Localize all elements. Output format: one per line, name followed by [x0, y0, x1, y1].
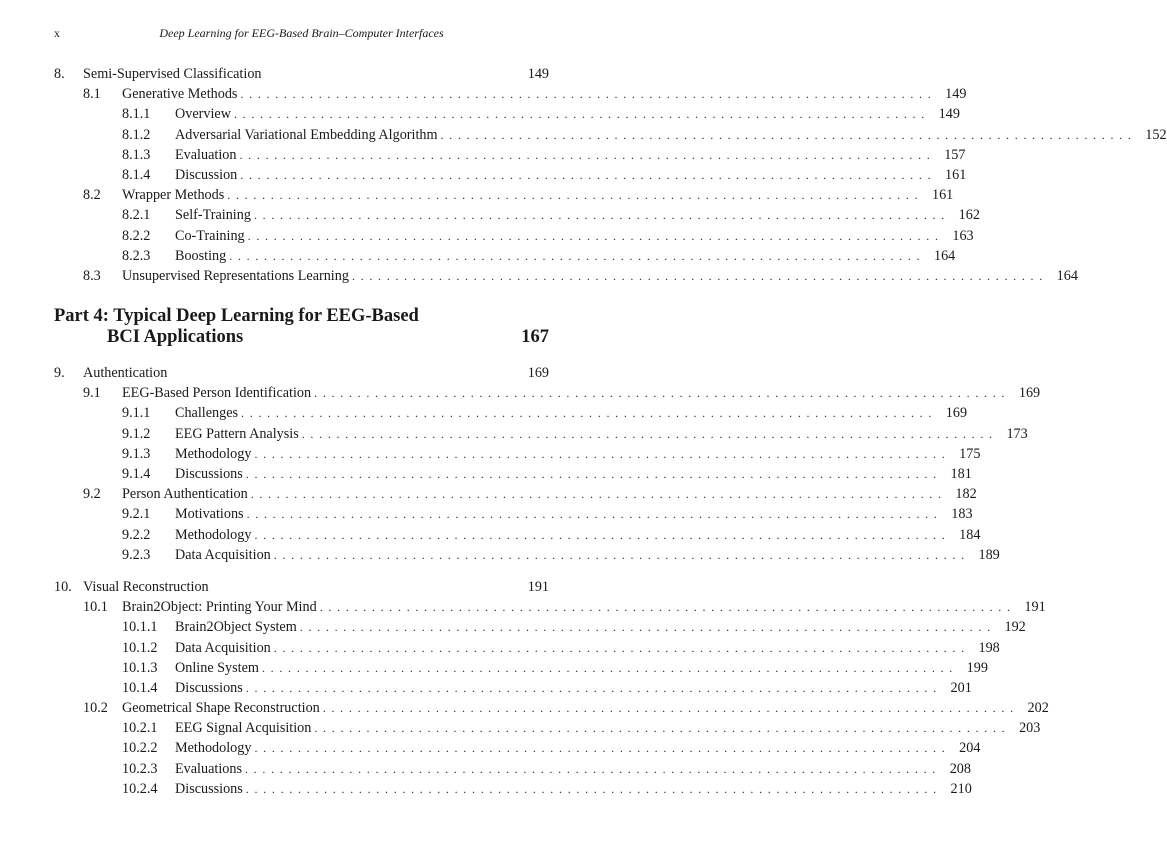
dot-leader: ................................................................................ [254, 446, 951, 461]
part-title-line-2: BCI Applications [107, 327, 244, 348]
toc-entry[interactable] [54, 638, 1000, 658]
toc-entry-page: 149 [527, 66, 549, 82]
dot-leader: ................................................................................ [273, 547, 970, 562]
table-of-contents [54, 64, 1167, 799]
toc-entry[interactable] [54, 363, 549, 383]
toc-entry-title: Overview [175, 104, 234, 124]
toc-entry-number: 9.1.4 [122, 466, 151, 482]
toc-entry-title: Methodology [175, 525, 254, 545]
toc-entry-page: 164 [933, 247, 956, 264]
dot-leader: ................................................................................ [351, 268, 1048, 283]
toc-entry[interactable] [54, 266, 1078, 286]
toc-entry-number: 8. [54, 66, 65, 82]
toc-entry-title: Boosting [175, 246, 229, 266]
toc-entry-number: 10. [54, 578, 72, 595]
toc-entry-number: 9.2.3 [122, 546, 151, 563]
toc-entry-title: Discussions [175, 464, 246, 484]
page-number: x [54, 26, 60, 40]
toc-entry-page: 182 [955, 486, 977, 503]
toc-entry-page: 169 [945, 405, 968, 422]
toc-entry-number: 8.3 [83, 267, 101, 284]
toc-entry-title: Geometrical Shape Reconstruction [122, 698, 323, 718]
toc-entry[interactable] [54, 698, 1049, 718]
toc-entry-page: 202 [1027, 700, 1049, 717]
toc-entry-number: 10.1.2 [122, 639, 158, 656]
dot-leader: ................................................................................ [246, 507, 943, 522]
toc-entry-number: 8.1.2 [122, 126, 151, 143]
toc-entry[interactable] [54, 145, 966, 165]
toc-entry-number: 8.2.2 [122, 227, 151, 244]
toc-entry-title: Brain2Object: Printing Your Mind [122, 597, 320, 617]
toc-entry-page: 149 [945, 86, 967, 103]
toc-entry-page: 162 [958, 207, 980, 224]
toc-entry-title: Online System [175, 658, 262, 678]
dot-leader: ................................................................................ [239, 147, 936, 162]
toc-entry[interactable] [54, 525, 981, 545]
toc-entry-title: Methodology [175, 738, 254, 758]
toc-entry-page: 201 [950, 679, 972, 696]
toc-entry[interactable] [54, 464, 972, 484]
dot-leader: ................................................................................ [440, 127, 1137, 142]
dot-leader: ................................................................................ [250, 487, 947, 502]
toc-entry-page: 192 [1004, 619, 1026, 636]
dot-leader: ................................................................................ [245, 781, 942, 796]
dot-leader: ................................................................................ [247, 228, 944, 243]
part-page-number: 167 [521, 327, 549, 348]
dot-leader: ................................................................................ [299, 620, 996, 635]
toc-entry-page: 208 [949, 760, 971, 777]
dot-leader: ................................................................................ [314, 721, 1011, 736]
toc-entry-page: 164 [1056, 267, 1078, 284]
toc-entry-page: 210 [950, 780, 972, 797]
toc-entry-page: 161 [931, 187, 954, 204]
toc-entry[interactable] [54, 64, 549, 84]
toc-entry-page: 152 [1145, 126, 1167, 143]
toc-entry[interactable] [54, 383, 1041, 403]
toc-entry-page: 163 [952, 227, 974, 244]
toc-entry-title: Self-Training [175, 205, 254, 225]
dot-leader: ................................................................................ [261, 660, 958, 675]
toc-entry[interactable] [54, 617, 1026, 637]
toc-entry[interactable] [54, 779, 972, 799]
toc-entry-title: Adversarial Variational Embedding Algorithm [175, 125, 441, 145]
toc-entry[interactable] [54, 597, 1046, 617]
running-title: Deep Learning for EEG-Based Brain–Computer Interfaces [159, 26, 444, 40]
toc-entry[interactable] [54, 718, 1041, 738]
dot-leader: ................................................................................ [240, 167, 937, 182]
toc-entry-number: 10.1 [83, 599, 108, 616]
toc-entry-title: Authentication [83, 363, 170, 383]
toc-entry-title: Data Acquisition [175, 545, 274, 565]
toc-entry-title: Unsupervised Representations Learning [122, 266, 352, 286]
toc-chapter-10 [54, 577, 1049, 799]
toc-entry-number: 10.2.2 [122, 740, 158, 757]
toc-chapter-8 [54, 64, 1167, 286]
dot-leader: ................................................................................ [319, 600, 1016, 615]
toc-entry-number: 8.1 [83, 86, 101, 103]
toc-entry[interactable] [54, 424, 1028, 444]
dot-leader: ................................................................................ [229, 248, 926, 263]
toc-entry-title: Brain2Object System [175, 617, 300, 637]
toc-entry[interactable] [54, 678, 972, 698]
toc-entry-page: 199 [966, 659, 988, 676]
toc-entry[interactable] [54, 504, 973, 524]
toc-entry[interactable] [54, 226, 974, 246]
part-heading [54, 306, 549, 352]
toc-entry-title: Challenges [175, 403, 241, 423]
toc-entry-number: 8.1.4 [122, 166, 151, 183]
toc-entry[interactable] [54, 545, 1000, 565]
toc-entry-number: 9.2 [83, 486, 101, 503]
toc-entry-title: Evaluations [175, 759, 245, 779]
dot-leader: ................................................................................ [314, 386, 1011, 401]
toc-entry-page: 169 [1018, 385, 1041, 402]
toc-entry-title: Motivations [175, 504, 247, 524]
toc-entry[interactable] [54, 759, 971, 779]
dot-leader: ................................................................................ [233, 107, 930, 122]
dot-leader: ................................................................................ [245, 680, 942, 695]
toc-entry-number: 10.2.1 [122, 720, 158, 737]
toc-entry[interactable] [54, 104, 960, 124]
dot-leader: ................................................................................ [254, 741, 951, 756]
toc-entry-title: Discussions [175, 678, 246, 698]
dot-leader: ................................................................................ [273, 640, 970, 655]
toc-entry-number: 8.1.1 [122, 106, 151, 123]
toc-entry[interactable] [54, 125, 1167, 145]
toc-entry-page: 203 [1019, 720, 1041, 737]
running-header [54, 26, 549, 42]
toc-entry[interactable] [54, 84, 967, 104]
toc-entry[interactable] [54, 205, 980, 225]
toc-entry[interactable] [54, 577, 549, 597]
toc-entry-page: 157 [944, 146, 966, 163]
toc-chapter-9 [54, 363, 1041, 565]
toc-entry-page: 183 [951, 506, 973, 523]
toc-entry[interactable] [54, 738, 981, 758]
toc-entry[interactable] [54, 246, 956, 266]
toc-entry-page: 161 [945, 166, 967, 183]
toc-entry-title: EEG Pattern Analysis [175, 424, 302, 444]
toc-entry-number: 10.2.4 [122, 780, 158, 797]
toc-entry-title: Generative Methods [122, 84, 240, 104]
toc-entry[interactable] [54, 658, 988, 678]
toc-entry-page: 189 [978, 546, 1000, 563]
toc-entry-title: Data Acquisition [175, 638, 274, 658]
toc-entry-page: 184 [959, 526, 981, 543]
dot-leader: ................................................................................ [240, 87, 937, 102]
toc-entry[interactable] [54, 444, 981, 464]
toc-entry-title: Discussions [175, 779, 246, 799]
part-title-line-1: Part 4: Typical Deep Learning for EEG-Based [54, 306, 419, 327]
toc-entry-number: 8.2.3 [122, 247, 151, 264]
toc-entry-title: Co-Training [175, 226, 248, 246]
toc-entry-number: 9.1.1 [122, 405, 151, 422]
toc-entry-number: 10.1.4 [122, 679, 158, 696]
toc-entry-number: 10.1.1 [122, 619, 158, 636]
toc-entry-number: 9.1.2 [122, 425, 151, 442]
dot-leader: ................................................................................ [227, 188, 924, 203]
toc-entry-title: Semi-Supervised Classification [83, 64, 265, 84]
toc-entry-title: Discussion [175, 165, 240, 185]
toc-entry-number: 9.1.3 [122, 445, 151, 462]
toc-entry-title: Wrapper Methods [122, 185, 227, 205]
toc-entry-number: 9.2.2 [122, 526, 151, 543]
dot-leader: ................................................................................ [241, 406, 938, 421]
toc-entry-number: 9.1 [83, 385, 101, 402]
dot-leader: ................................................................................ [301, 426, 998, 441]
toc-entry-page: 191 [527, 578, 549, 595]
toc-entry-number: 8.1.3 [122, 146, 151, 163]
toc-entry-page: 175 [959, 445, 981, 462]
toc-entry-title: EEG-Based Person Identification [122, 383, 314, 403]
toc-entry-number: 8.2 [83, 187, 101, 204]
toc-entry-title: Evaluation [175, 145, 239, 165]
toc-entry-number: 9.2.1 [122, 506, 151, 523]
toc-entry-number: 9. [54, 365, 65, 382]
dot-leader: ................................................................................ [254, 527, 951, 542]
toc-entry-page: 198 [978, 639, 1000, 656]
toc-entry-page: 181 [950, 466, 972, 482]
toc-entry-number: 10.2.3 [122, 760, 158, 777]
toc-entry-page: 173 [1006, 425, 1028, 442]
toc-entry-page: 169 [527, 365, 549, 382]
dot-leader: ................................................................................ [322, 701, 1019, 716]
toc-entry[interactable] [54, 403, 968, 423]
toc-entry-title: Methodology [175, 444, 254, 464]
toc-entry-number: 10.2 [83, 700, 108, 717]
toc-entry[interactable] [54, 165, 967, 185]
toc-entry-page: 204 [959, 740, 981, 757]
dot-leader: ................................................................................ [245, 467, 942, 481]
toc-entry-title: Person Authentication [122, 484, 251, 504]
toc-entry[interactable] [54, 185, 954, 205]
dot-leader: ................................................................................ [253, 208, 950, 223]
toc-entry-number: 10.1.3 [122, 659, 158, 676]
toc-entry-page: 191 [1024, 599, 1046, 616]
toc-entry-title: EEG Signal Acquisition [175, 718, 314, 738]
dot-leader: ................................................................................ [244, 761, 941, 776]
toc-entry-title: Visual Reconstruction [83, 577, 212, 597]
toc-entry-number: 8.2.1 [122, 207, 151, 224]
toc-entry[interactable] [54, 484, 977, 504]
toc-entry-page: 149 [938, 106, 960, 123]
